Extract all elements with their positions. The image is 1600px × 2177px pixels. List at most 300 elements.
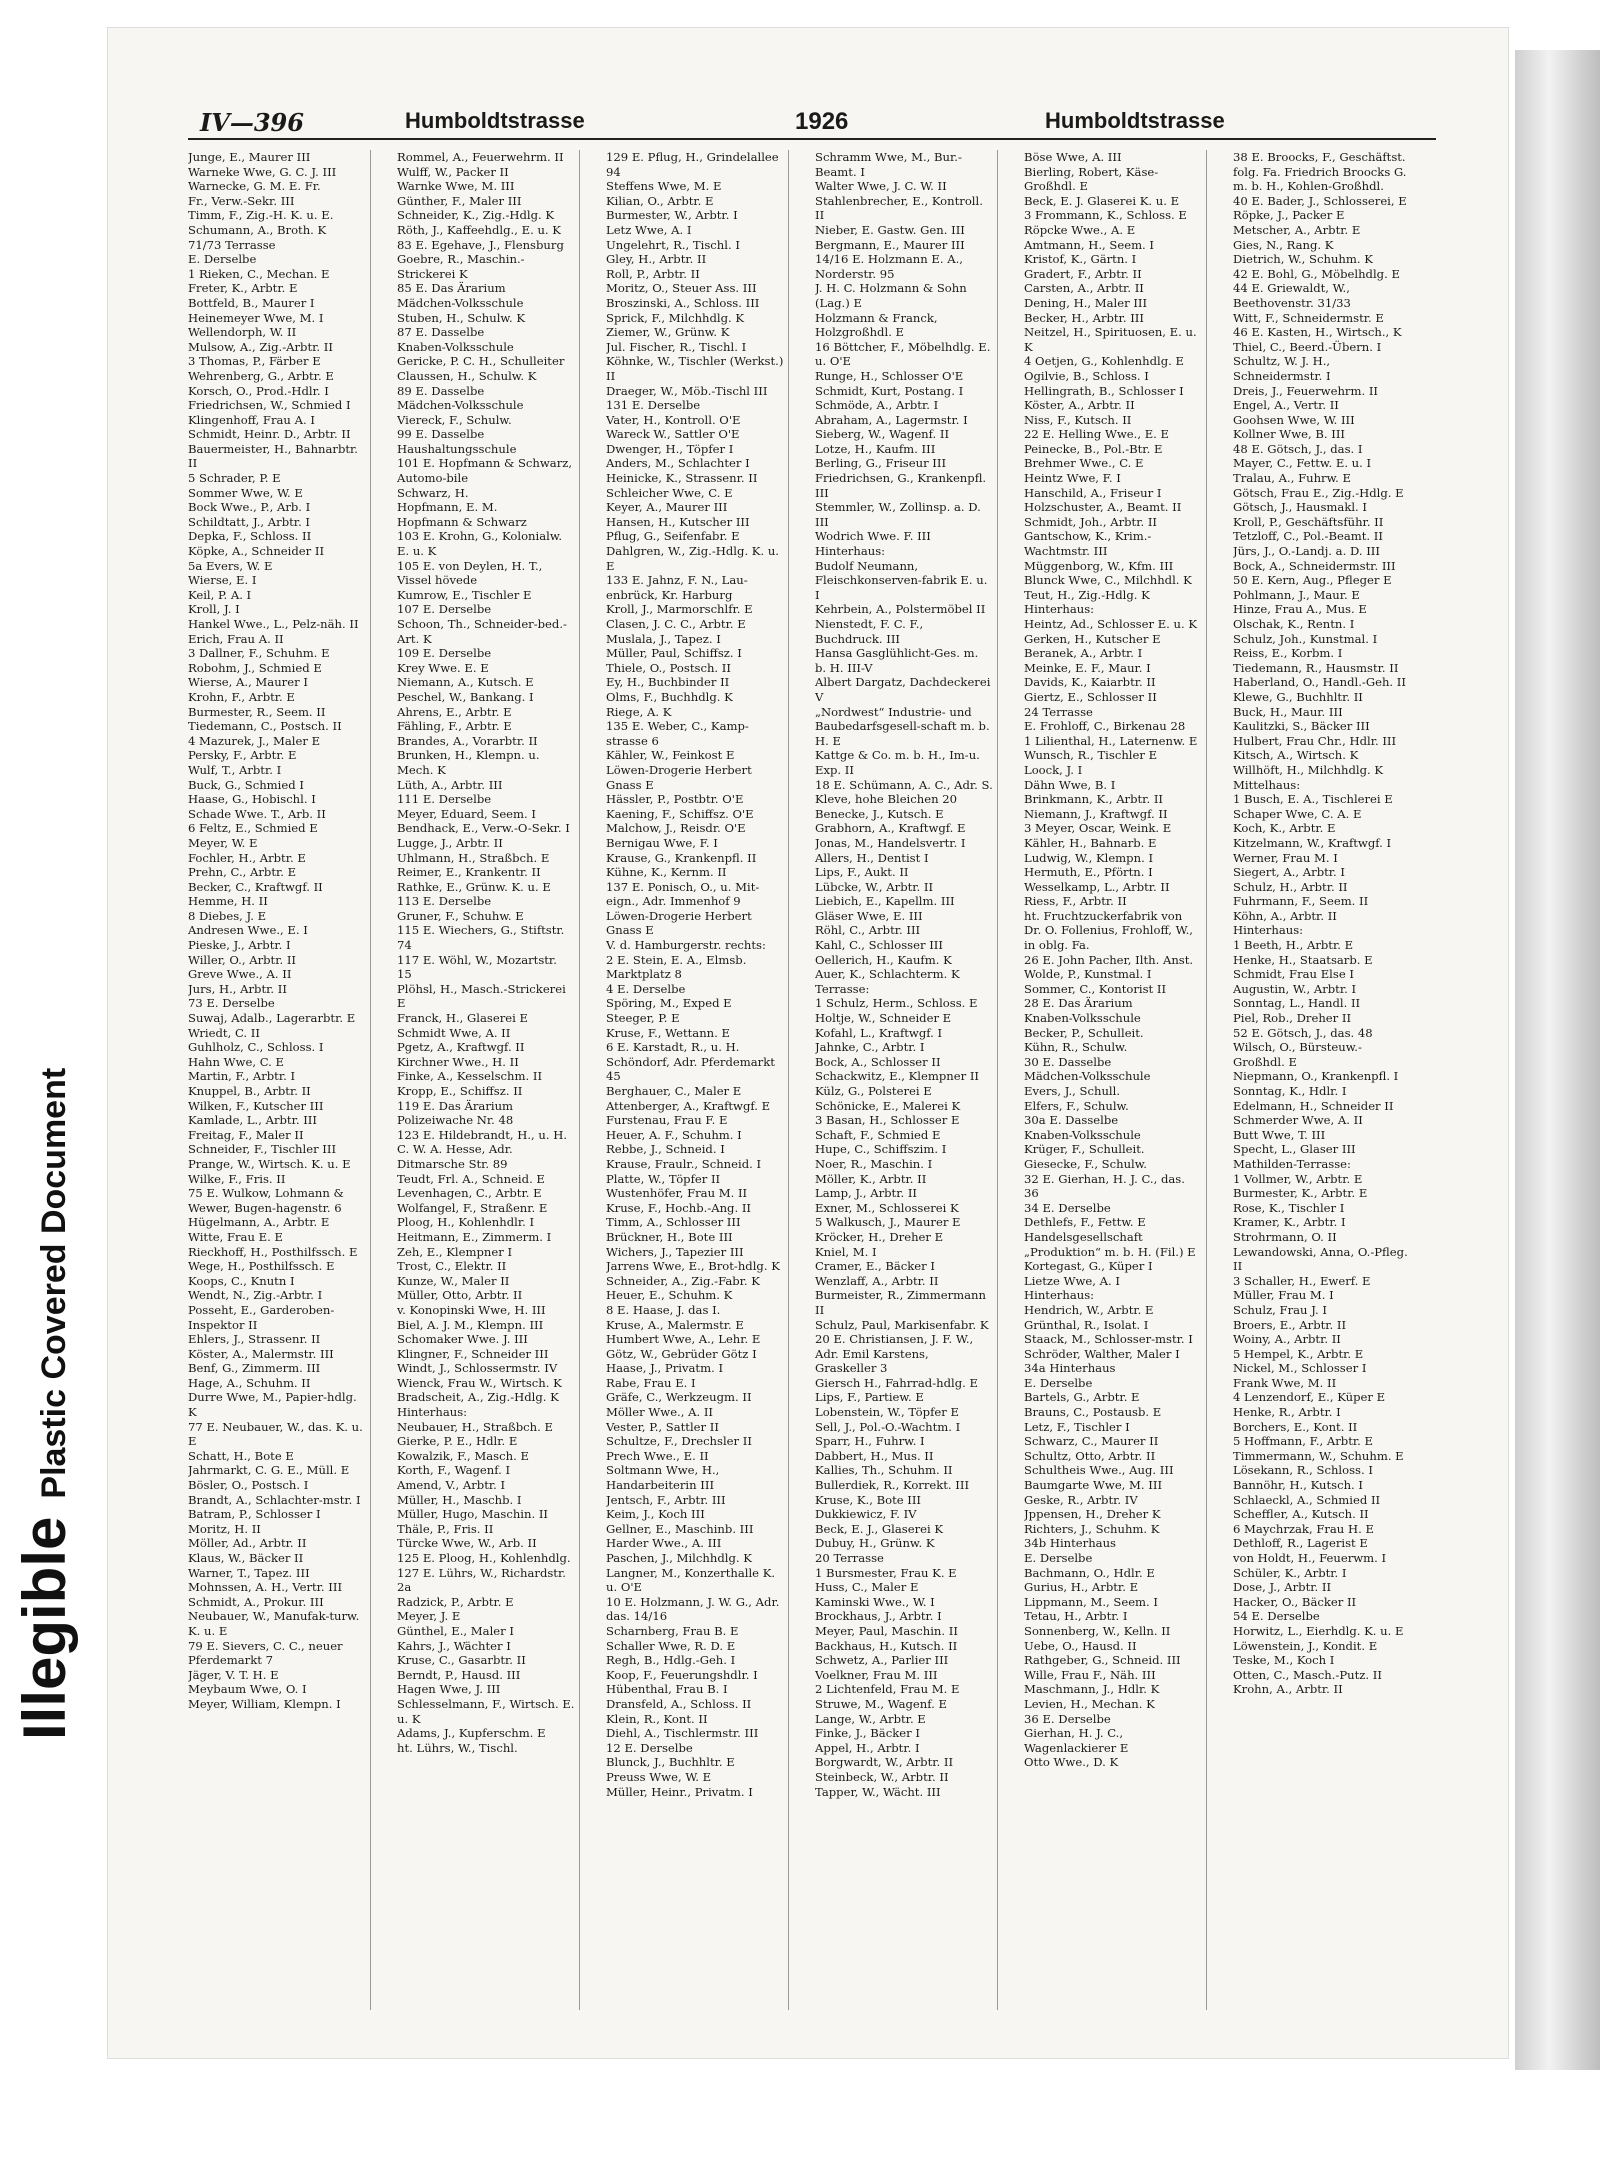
directory-entry: Giersch H., Fahrrad-hdlg. E: [815, 1375, 978, 1390]
directory-entry: Hacker, O., Bäcker II: [1233, 1594, 1357, 1609]
directory-entry: Becker, P., Schulleit.: [1024, 1025, 1144, 1040]
directory-entry: Elfers, F., Schulw.: [1024, 1098, 1129, 1113]
directory-entry: 20 E. Christiansen, J. F. W., Adr. Emil Karstens, Graskeller 3: [815, 1332, 974, 1376]
directory-entry: Schatt, H., Bote E: [188, 1448, 294, 1463]
directory-entry: Beck, E. J. Glaserei K. u. E: [1024, 193, 1180, 208]
directory-entry: Gläser Wwe, E. III: [815, 908, 923, 923]
directory-entry: Junge, E., Maurer III: [188, 150, 311, 164]
directory-entry: Robohm, J., Schmied E: [188, 660, 322, 675]
directory-entry: Soltmann Wwe, H., Handarbeiterin III: [606, 1463, 720, 1493]
directory-entry: Bendhack, E., Verw.-O-Sekr. I: [397, 821, 570, 836]
directory-entry: Mohnssen, A. H., Vertr. III: [188, 1580, 343, 1595]
directory-entry: Otten, C., Masch.-Putz. II: [1233, 1667, 1382, 1682]
directory-entry: Hansen, H., Kutscher III: [606, 514, 750, 529]
directory-entry: 4 Lenzendorf, E., Küper E: [1233, 1390, 1386, 1405]
directory-entry: Löwen-Drogerie Herbert Gnass E: [606, 762, 752, 792]
directory-entry: Mädchen-Volksschule: [397, 398, 524, 413]
directory-entry: Schultheis Wwe., Aug. III: [1024, 1463, 1174, 1478]
directory-entry: Haberland, O., Handl.-Geh. II: [1233, 675, 1406, 690]
directory-entry: Pgetz, A., Kraftwgf. II: [397, 1040, 525, 1055]
directory-entry: Mittelhaus:: [1233, 777, 1301, 792]
directory-entry: Schlesselmann, F., Wirtsch. E. u. K: [397, 1696, 575, 1726]
directory-entry: Heuer, A. F., Schuhm. I: [606, 1127, 742, 1142]
directory-entry: 6 Maychrzak, Frau H. E: [1233, 1521, 1374, 1536]
directory-entry: Schultz, Otto, Arbtr. II: [1024, 1448, 1156, 1463]
directory-entry: Hemme, H. II: [188, 894, 268, 909]
directory-entry: Carsten, A., Arbtr. II: [1024, 281, 1144, 296]
directory-entry: Broszinski, A., Schloss. III: [606, 295, 760, 310]
directory-entry: Haase, J., Privatm. I: [606, 1361, 724, 1376]
directory-entry: Müller, Hugo, Maschin. II: [397, 1507, 549, 1522]
directory-entry: Heitmann, E., Zimmerm. I: [397, 1229, 552, 1244]
directory-entry: 75 E. Wulkow, Lohmann & Wewer, Bugen-hagenstr. 6: [188, 1186, 344, 1215]
directory-entry: Gley, H., Arbtr. II: [606, 252, 707, 267]
directory-entry: Rose, K., Tischler I: [1233, 1200, 1345, 1215]
directory-entry: Terrasse:: [815, 981, 870, 996]
directory-entry: Radzick, P., Arbtr. E: [397, 1594, 514, 1609]
directory-entry: 113 E. Derselbe: [397, 894, 492, 909]
directory-entry: Bauermeister, H., Bahnarbtr. II: [188, 441, 358, 471]
directory-entry: Peinecke, B., Pol.-Btr. E: [1024, 441, 1163, 456]
directory-entry: Kühn, R., Schulw.: [1024, 1040, 1128, 1055]
directory-entry: Abraham, A., Lagermstr. I: [815, 412, 968, 427]
directory-entry: Thiel, C., Beerd.-Übern. I: [1233, 339, 1382, 354]
directory-entry: 34a Hinterhaus: [1024, 1361, 1116, 1376]
directory-entry: Zeh, E., Klempner I: [397, 1244, 513, 1259]
directory-entry: Kühne, K., Kernm. II: [606, 865, 727, 880]
directory-entry: Gerken, H., Kutscher E: [1024, 631, 1161, 646]
directory-entry: 5a Evers, W. E: [188, 558, 273, 573]
directory-entry: 20 Terrasse: [815, 1551, 884, 1565]
directory-entry: Jäger, V. T. H. E: [188, 1667, 279, 1682]
directory-entry: Jürs, J., O.-Landj. a. D. III: [1233, 544, 1380, 559]
directory-entry: 119 E. Das Ärarium: [397, 1098, 514, 1113]
directory-entry: Mädchen-Volksschule: [1024, 1069, 1151, 1084]
directory-entry: Gurius, H., Arbtr. E: [1024, 1580, 1139, 1595]
directory-entry: Krause, G., Krankenpfl. II: [606, 850, 757, 865]
directory-entry: 123 E. Hildebrandt, H., u. H. C. W. A. Hesse, Adr. Ditmarsche Str. 89: [397, 1127, 568, 1171]
directory-entry: Lips, F., Partiew. E: [815, 1390, 924, 1405]
directory-entry: Wodrich Wwe. F. III: [815, 529, 931, 544]
directory-entry: Schwetz, A., Parlier III: [815, 1653, 949, 1668]
directory-entry: Wienck, Frau W., Wirtsch. K: [397, 1375, 562, 1390]
directory-entry: Kumrow, E., Tischler E: [397, 587, 532, 602]
directory-entry: Götz, W., Gebrüder Götz I: [606, 1346, 757, 1361]
directory-entry: Holzschuster, A., Beamt. II: [1024, 500, 1182, 515]
directory-entry: 105 E. von Deylen, H. T., Vissel hövede: [397, 558, 543, 588]
directory-entry: Maschmann, J., Hdlr. K: [1024, 1682, 1160, 1697]
directory-entry: 129 E. Pflug, H., Grindelallee 94: [606, 150, 779, 179]
directory-entry: Bock, A., Schneidermstr. III: [1233, 558, 1396, 573]
directory-entry: 4 Oetjen, G., Kohlenhdlg. E: [1024, 354, 1184, 369]
directory-entry: Schmidt, A., Prokur. III: [188, 1594, 324, 1609]
directory-entry: Kahl, C., Schlosser III: [815, 938, 943, 953]
directory-entry: Müller, Heinr., Privatm. I: [606, 1784, 753, 1799]
directory-entry: Rommel, A., Feuerwehrm. II: [397, 150, 564, 164]
directory-entry: Kofahl, L., Kraftwgf. I: [815, 1025, 943, 1040]
directory-entry: J. H. C. Holzmann & Sohn (Lag.) E: [815, 281, 967, 310]
directory-entry: Exner, M., Schlosserei K: [815, 1200, 959, 1215]
street-heading-left: Humboldtstrasse: [405, 108, 585, 133]
directory-entry: Struwe, M., Wagenf. E: [815, 1696, 947, 1711]
directory-entry: 30a E. Dasselbe: [1024, 1113, 1119, 1128]
directory-entry: Strohrmann, O. II: [1233, 1229, 1337, 1244]
directory-entry: 4 E. Derselbe: [606, 981, 686, 996]
directory-entry: Backhaus, H., Kutsch. II: [815, 1638, 958, 1653]
directory-entry: Siegert, A., Arbtr. I: [1233, 865, 1346, 880]
directory-entry: Dransfeld, A., Schloss. II: [606, 1696, 752, 1711]
directory-entry: Schultz, W. J. H., Schneidermstr. I: [1233, 354, 1331, 383]
directory-entry: Schröder, Walther, Maler I: [1024, 1346, 1180, 1361]
directory-entry: 12 E. Derselbe: [606, 1740, 693, 1755]
directory-entry: Steinbeck, W., Arbtr. II: [815, 1769, 949, 1784]
directory-entry: Tetau, H., Arbtr. I: [1024, 1609, 1128, 1624]
directory-entry: Beck, E. J., Glaserei K: [815, 1521, 944, 1536]
directory-entry: Stuben, H., Schulw. K: [397, 310, 526, 325]
directory-entry: Keyer, A., Maurer III: [606, 500, 728, 515]
directory-entry: Dukkiewicz, F. IV: [815, 1507, 917, 1522]
directory-entry: Frank Wwe, M. II: [1233, 1375, 1337, 1390]
directory-entry: Fuhrmann, F., Seem. II: [1233, 894, 1369, 909]
directory-entry: Schönicke, E., Malerei K: [815, 1098, 961, 1113]
directory-entry: Haase, G., Hobischl. I: [188, 792, 316, 807]
directory-entry: Fr., Verw.-Sekr. III: [188, 193, 295, 208]
directory-entry: Keim, J., Koch III: [606, 1507, 705, 1522]
directory-entry: Wolfangel, F., Straßenr. E: [397, 1200, 548, 1215]
directory-entry: Niepmann, O., Krankenpfl. I: [1233, 1069, 1399, 1084]
directory-entry: Rieckhoff, H., Posthilfssch. E: [188, 1244, 358, 1259]
directory-entry: Hässler, P., Postbtr. O'E: [606, 792, 744, 807]
directory-entry: Müller, Paul, Schiffsz. I: [606, 646, 742, 661]
directory-entry: Warnke Wwe, M. III: [397, 179, 515, 194]
directory-entry: Levien, H., Mechan. K: [1024, 1696, 1155, 1711]
directory-entry: Müggenborg, W., Kfm. III: [1024, 558, 1174, 573]
directory-entry: Hopfmann, E. M.: [397, 500, 498, 515]
directory-entry: Scharnberg, Frau B. E: [606, 1623, 739, 1638]
directory-entry: Warneke Wwe, G. C. J. III: [188, 164, 337, 179]
directory-entry: Claussen, H., Schulw. K: [397, 368, 537, 383]
directory-entry: Krey Wwe. E. E: [397, 660, 489, 675]
directory-entry: Jppensen, H., Dreher K: [1024, 1507, 1161, 1522]
directory-entry: Bierling, Robert, Käse-Großhdl. E: [1024, 164, 1159, 194]
directory-entry: 73 E. Derselbe: [188, 996, 275, 1011]
directory-entry: Kilian, O., Arbtr. E: [606, 193, 714, 208]
directory-entry: Diehl, A., Tischlermstr. III: [606, 1726, 759, 1741]
directory-entry: Friedrichsen, G., Krankenpfl. III: [815, 471, 987, 500]
directory-entry: Spöring, M., Exped E: [606, 996, 732, 1011]
directory-entry: Niss, F., Kutsch. II: [1024, 412, 1132, 427]
directory-entry: Oellerich, H., Kaufm. K: [815, 952, 952, 967]
directory-entry: Fähling, F., Arbtr. E: [397, 719, 512, 734]
directory-entry: 101 E. Hopfmann & Schwarz, Automo-bile: [397, 456, 573, 486]
directory-entry: Wriedt, C. II: [188, 1025, 260, 1040]
directory-entry: Thiele, O., Postsch. II: [606, 660, 731, 675]
directory-entry: 8 Diebes, J. E: [188, 908, 267, 923]
directory-entry: 127 E. Lührs, W., Richardstr. 2a: [397, 1565, 566, 1595]
directory-entry: 8 E. Haase, J. das I.: [606, 1302, 721, 1317]
directory-entry: Plöhsl, H., Masch.-Strickerei E: [397, 981, 566, 1011]
directory-entry: 14/16 E. Holzmann E. A., Norderstr. 95: [815, 252, 963, 281]
directory-entry: E. Frohloff, C., Birkenau 28: [1024, 719, 1186, 734]
directory-entry: 34 E. Derselbe: [1024, 1200, 1111, 1215]
directory-entry: Schmidt, Joh., Arbtr. II: [1024, 514, 1157, 529]
directory-entry: Hinterhaus:: [397, 1405, 468, 1420]
directory-entry: Levenhagen, C., Arbtr. E: [397, 1186, 542, 1201]
directory-entry: Voelkner, Frau M. III: [815, 1667, 938, 1682]
directory-entry: Augustin, W., Arbtr. I: [1233, 981, 1357, 996]
directory-entry: Koops, C., Knutn I: [188, 1273, 295, 1288]
directory-entry: Wilsch, O., Bürsteuw.-Großhdl. E: [1233, 1040, 1362, 1069]
directory-entry: Gierhan, H. J. C., Wagenlackierer E: [1024, 1726, 1129, 1755]
directory-entry: Schoon, Th., Schneider-bed.-Art. K: [397, 617, 567, 646]
directory-entry: Wolde, P., Kunstmal. I: [1024, 967, 1152, 982]
directory-entry: 3 Thomas, P., Färber E: [188, 354, 321, 369]
directory-entry: Lüth, A., Arbtr. III: [397, 777, 503, 792]
directory-entry: 36 E. Derselbe: [1024, 1711, 1111, 1726]
directory-entry: Klein, R., Kont. II: [606, 1711, 708, 1726]
directory-column-6: [1233, 150, 1415, 2010]
directory-entry: 22 E. Helling Wwe., E. E: [1024, 427, 1169, 442]
directory-entry: 133 E. Jahnz, F. N., Lau-enbrück, Kr. Harburg: [606, 573, 748, 602]
directory-entry: Kaulitzki, S., Bäcker III: [1233, 719, 1370, 734]
directory-entry: Vester, P., Sattler II: [606, 1419, 719, 1434]
directory-entry: Grabhorn, A., Kraftwgf. E: [815, 821, 966, 836]
directory-entry: 3 Schaller, H., Ewerf. E: [1233, 1273, 1371, 1288]
directory-entry: Schulz, Joh., Kunstmal. I: [1233, 631, 1378, 646]
directory-entry: Nickel, M., Schlosser I: [1233, 1361, 1367, 1376]
directory-entry: Blunck, J., Buchhltr. E: [606, 1755, 735, 1770]
directory-entry: Krohn, F., Arbtr. E: [188, 689, 295, 704]
directory-entry: Meyer, W. E: [188, 835, 258, 850]
directory-entry: Batram, P., Schlosser I: [188, 1507, 321, 1522]
directory-entry: Fochler, H., Arbtr. E: [188, 850, 306, 865]
directory-entry: Adams, J., Kupferschm. E: [397, 1726, 546, 1741]
directory-entry: Köster, A., Malermstr. III: [188, 1346, 334, 1361]
directory-entry: 3 Meyer, Oscar, Weink. E: [1024, 821, 1172, 836]
directory-entry: ht. Fruchtzuckerfabrik von Dr. O. Follenius, Frohloff, W., in oblg. Fa.: [1024, 908, 1193, 953]
directory-entry: Schomaker Wwe. J. III: [397, 1332, 528, 1347]
directory-entry: Grünthal, R., Isolat. I: [1024, 1317, 1149, 1332]
directory-entry: Dwenger, H., Töpfer I: [606, 441, 734, 456]
directory-entry: Berling, G., Friseur III: [815, 456, 947, 471]
directory-entry: 115 E. Wiechers, G., Stiftstr. 74: [397, 923, 565, 953]
directory-entry: Dening, H., Maler III: [1024, 295, 1148, 310]
directory-entry: Giertz, E., Schlosser II: [1024, 689, 1157, 704]
directory-entry: 5 Schrader, P. E: [188, 471, 281, 486]
directory-entry: 32 E. Gierhan, H. J. C., das. 36: [1024, 1171, 1185, 1201]
directory-entry: Windt, J., Schlossermstr. IV: [397, 1361, 558, 1376]
directory-entry: 4 Mazurek, J., Maler E: [188, 733, 321, 748]
directory-entry: Bannöhr, H., Kutsch. I: [1233, 1478, 1364, 1493]
directory-entry: Schmerder Wwe, A. II: [1233, 1113, 1363, 1128]
directory-entry: Wendt, N., Zig.-Arbtr. I: [188, 1288, 323, 1303]
directory-entry: Giesecke, F., Schulw.: [1024, 1156, 1147, 1171]
directory-entry: 16 Böttcher, F., Möbelhdlg. E. u. O'E: [815, 339, 991, 369]
directory-entry: Wille, Frau F., Näh. III: [1024, 1667, 1156, 1682]
directory-entry: Schüler, K., Arbtr. I: [1233, 1565, 1347, 1580]
directory-entry: Möller, Ad., Arbtr. II: [188, 1536, 307, 1551]
directory-entry: Schneider, F., Tischler III: [188, 1142, 337, 1157]
directory-entry: Steeger, P. E: [606, 1011, 680, 1026]
directory-entry: Wulff, W., Packer II: [397, 164, 509, 179]
directory-entry: Kroll, J., Marmorschlfr. E: [606, 602, 753, 617]
directory-entry: Möller, K., Arbtr. II: [815, 1171, 927, 1186]
directory-entry: Klaus, W., Bäcker II: [188, 1551, 304, 1565]
directory-entry: Kruse, A., Malermstr. E: [606, 1317, 744, 1332]
directory-entry: Kruse, F., Wettann. E: [606, 1025, 730, 1040]
directory-entry: Brunken, H., Klempn. u. Mech. K: [397, 748, 540, 777]
directory-entry: Becker, H., Arbtr. III: [1024, 310, 1144, 325]
directory-entry: Köster, A., Arbtr. II: [1024, 398, 1135, 413]
directory-entry: Platte, W., Töpfer II: [606, 1171, 721, 1186]
directory-entry: Schaller Wwe, R. D. E: [606, 1638, 736, 1653]
directory-entry: Wenzlaff, A., Arbtr. II: [815, 1273, 939, 1288]
book-binding: [1515, 50, 1600, 2070]
directory-entry: Anders, M., Schlachter I: [606, 456, 750, 471]
directory-entry: Humbert Wwe, A., Lehr. E: [606, 1332, 761, 1347]
directory-entry: 26 E. John Pacher, Ilth. Anst.: [1024, 952, 1194, 967]
directory-entry: Erich, Frau A. II: [188, 631, 284, 646]
directory-entry: Martin, F., Arbtr. I: [188, 1069, 296, 1084]
directory-entry: Geske, R., Arbtr. IV: [1024, 1492, 1138, 1507]
directory-entry: Kniel, M. I: [815, 1244, 877, 1259]
directory-entry: Goohsen Wwe, W. III: [1233, 412, 1355, 427]
directory-entry: Biel, A. J. M., Klempn. III: [397, 1317, 544, 1332]
directory-entry: Olschak, K., Rentn. I: [1233, 617, 1355, 631]
directory-entry: Jarrens Wwe, E., Brot-hdlg. K: [606, 1259, 780, 1274]
directory-entry: Schmöde, A., Arbtr. I: [815, 398, 939, 413]
directory-entry: 85 E. Das Ärarium: [397, 281, 506, 296]
directory-entry: 46 E. Kasten, H., Wirtsch., K: [1233, 325, 1402, 340]
directory-entry: Lösekann, R., Schloss. I: [1233, 1463, 1373, 1478]
directory-entry: 2 Lichtenfeld, Frau M. E: [815, 1682, 960, 1697]
directory-entry: Beranek, A., Arbtr. I: [1024, 646, 1143, 661]
directory-entry: Müller, H., Maschb. I: [397, 1492, 522, 1507]
directory-entry: ht. Lührs, W., Tischl.: [397, 1740, 518, 1755]
directory-entry: Kehrbein, A., Polstermöbel II: [815, 602, 986, 617]
directory-entry: Hanschild, A., Friseur I: [1024, 485, 1162, 500]
directory-entry: Kallies, Th., Schuhm. II: [815, 1463, 953, 1478]
directory-entry: Horwitz, L., Eierhdlg. K. u. E: [1233, 1623, 1404, 1638]
directory-entry: 50 E. Kern, Aug., Pfleger E: [1233, 573, 1392, 588]
directory-entry: Stemmler, W., Zollinsp. a. D. III: [815, 500, 981, 529]
directory-entry: Gierke, P. E., Hdlr. E: [397, 1434, 518, 1449]
directory-entry: Sonntag, K., Hdlr. I: [1233, 1084, 1347, 1098]
directory-entry: Jahrmarkt, C. G. E., Müll. E: [188, 1463, 350, 1478]
directory-entry: Berghauer, C., Maler E: [606, 1084, 742, 1098]
directory-entry: 2 E. Stein, E. A., Elmsb. Marktplatz 8: [606, 952, 747, 982]
directory-entry: Brandt, A., Schlachter-mstr. I: [188, 1492, 361, 1507]
directory-entry: Lippmann, M., Seem. I: [1024, 1594, 1158, 1609]
directory-entry: Keil, P. A. I: [188, 587, 252, 602]
directory-entry: Tralau, A., Fuhrw. E: [1233, 471, 1351, 486]
directory-entry: Neubauer, W., Manufak-turw. K. u. E: [188, 1609, 360, 1638]
directory-entry: Lugge, J., Arbtr. II: [397, 835, 503, 850]
directory-entry: Kamlade, L., Arbtr. III: [188, 1113, 317, 1128]
directory-entry: Brockhaus, J., Arbtr. I: [815, 1609, 942, 1624]
directory-entry: Brückner, H., Bote III: [606, 1229, 733, 1244]
directory-entry: Hagen Wwe, J. III: [397, 1682, 501, 1697]
directory-entry: Klingner, F., Schneider III: [397, 1346, 549, 1361]
directory-entry: Borchers, E., Kont. II: [1233, 1419, 1358, 1434]
directory-entry: Röth, J., Kaffeehdlg., E. u. K: [397, 222, 561, 237]
directory-entry: Schultze, F., Drechsler II: [606, 1434, 752, 1449]
directory-entry: Lotze, H., Kaufm. III: [815, 441, 936, 456]
directory-entry: Albert Dargatz, Dachdeckerei V: [815, 675, 991, 704]
directory-entry: 5 Hempel, K., Arbtr. E: [1233, 1346, 1364, 1361]
directory-entry: Gericke, P. C. H., Schulleiter: [397, 354, 565, 369]
directory-entry: Holzmann & Franck, Holzgroßhdl. E: [815, 310, 938, 340]
directory-entry: Sieberg, W., Wagenf. II: [815, 427, 950, 442]
directory-entry: Schildtatt, J., Arbtr. I: [188, 514, 311, 529]
directory-entry: Jul. Fischer, R., Tischl. I: [606, 339, 747, 354]
directory-entry: Schulz, Paul, Markisenfabr. K: [815, 1317, 989, 1332]
directory-entry: Kramer, K., Arbtr. I: [1233, 1215, 1346, 1230]
directory-entry: 107 E. Derselbe: [397, 602, 492, 617]
directory-entry: Jentsch, F., Arbtr. III: [606, 1492, 726, 1507]
directory-entry: Ungelehrt, R., Tischl. I: [606, 237, 740, 252]
directory-entry: Wilken, F., Kutscher III: [188, 1098, 324, 1113]
directory-entry: Finke, A., Kesselschm. II: [397, 1069, 543, 1084]
directory-entry: Ehlers, J., Strassenr. II: [188, 1332, 321, 1347]
plastic-covered-label: Plastic Covered Document: [35, 1067, 73, 1499]
directory-entry: Hahn Wwe, C. E: [188, 1054, 285, 1069]
directory-entry: Brinkmann, K., Arbtr. II: [1024, 792, 1163, 807]
directory-entry: Rathke, E., Grünw. K. u. E: [397, 879, 551, 894]
directory-entry: Baumgarte Wwe, M. III: [1024, 1478, 1163, 1493]
directory-entry: 10 E. Holzmann, J. W. G., Adr. das. 14/16: [606, 1594, 780, 1624]
directory-entry: Ogilvie, B., Schloss. I: [1024, 368, 1149, 383]
directory-entry: Brauns, C., Postausb. E: [1024, 1405, 1162, 1420]
directory-entry: Henke, R., Arbtr. I: [1233, 1405, 1341, 1420]
directory-entry: Friedrichsen, W., Schmied I: [188, 398, 351, 413]
directory-entry: 3 Dallner, F., Schuhm. E: [188, 646, 330, 661]
directory-entry: Bradscheit, A., Zig.-Hdlg. K: [397, 1390, 559, 1405]
directory-entry: Meyer, J. E: [397, 1609, 461, 1624]
directory-entry: Richters, J., Schuhm. K: [1024, 1521, 1160, 1536]
directory-entry: 52 E. Götsch, J., das. 48: [1233, 1025, 1373, 1040]
directory-entry: Nienstedt, F. C. F., Buchdruck. III: [815, 617, 924, 646]
directory-entry: Dähn Wwe, B. I: [1024, 777, 1116, 792]
directory-entry: Hupe, C., Schiffszim. I: [815, 1142, 947, 1157]
directory-entry: Wellendorph, W. II: [188, 325, 297, 340]
directory-entry: Lübcke, W., Arbtr. II: [815, 879, 934, 894]
directory-entry: Hügelmann, A., Arbtr. E: [188, 1215, 330, 1230]
directory-entry: Hellingrath, B., Schlosser I: [1024, 383, 1184, 398]
directory-entry: Reimer, E., Krankentr. II: [397, 865, 541, 880]
directory-entry: Krause, Fraulr., Schneid. I: [606, 1156, 762, 1171]
directory-entry: Schaft, F., Schmied E: [815, 1127, 941, 1142]
directory-entry: 44 E. Griewaldt, W., Beethovenstr. 31/33: [1233, 281, 1351, 310]
directory-entry: 1 Busch, E. A., Tischlerei E: [1233, 792, 1393, 807]
directory-entry: Dose, J., Arbtr. II: [1233, 1580, 1332, 1595]
directory-entry: Davids, K., Kaiarbtr. II: [1024, 675, 1156, 690]
directory-entry: Kitsch, A., Wirtsch. K: [1233, 748, 1359, 763]
directory-entry: Malchow, J., Reisdr. O'E: [606, 821, 746, 836]
directory-entry: Kähler, H., Bahnarb. E: [1024, 835, 1157, 850]
directory-entry: Hopfmann & Schwarz: [397, 514, 527, 529]
directory-entry: Hulbert, Frau Chr., Hdlr. III: [1233, 733, 1397, 748]
directory-entry: Wareck W., Sattler O'E: [606, 427, 740, 442]
directory-entry: Niemann, J., Kraftwgf. II: [1024, 806, 1168, 821]
directory-entry: Sommer, C., Kontorist II: [1024, 981, 1167, 996]
directory-entry: Paschen, J., Milchhdlg. K: [606, 1551, 752, 1565]
directory-entry: Allers, H., Dentist I: [815, 850, 929, 865]
directory-entry: Hermuth, E., Pförtn. I: [1024, 865, 1153, 880]
directory-entry: Attenberger, A., Kraftwgf. E: [606, 1098, 771, 1113]
directory-entry: Kortegast, G., Küper I: [1024, 1259, 1153, 1274]
directory-entry: Gradert, F., Arbtr. II: [1024, 266, 1142, 281]
